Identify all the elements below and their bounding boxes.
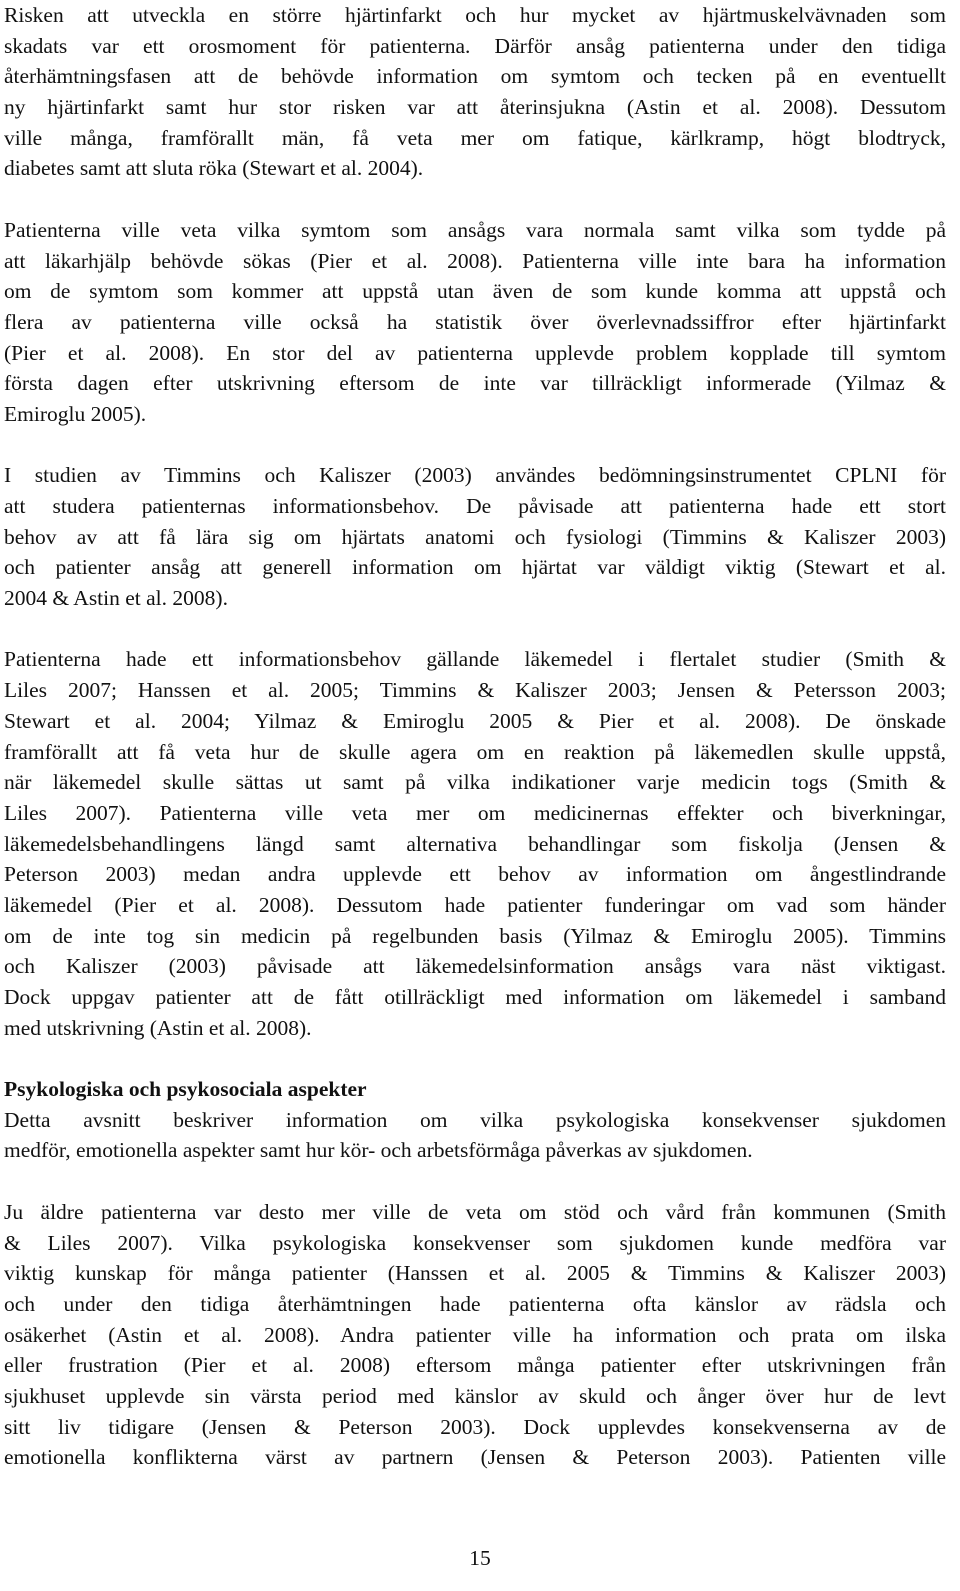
paragraph <box>4 460 946 613</box>
text-line: (Pier et al. 2008). En stor del av patienterna upplevde problem kopplade till symtom <box>4 340 946 365</box>
paragraph <box>4 215 946 430</box>
section-heading: Psykologiska och psykosociala aspekter <box>4 1077 367 1102</box>
text-line: att läkarhjälp behövde sökas (Pier et al. 2008). Patienterna ville inte bara ha information <box>4 248 946 273</box>
text-line: och patienter ansåg att generell information om hjärtat var väldigt viktig (Stewart et al. <box>4 555 946 580</box>
text-line: Patienterna ville veta vilka symtom som ansågs vara normala samt vilka som tydde på <box>4 217 946 242</box>
text-line: om de inte tog sin medicin på regelbunden basis (Yilmaz & Emiroglu 2005). Timmins <box>4 923 946 948</box>
text-line: Peterson 2003) medan andra upplevde ett behov av information om ångestlindrande <box>4 862 946 887</box>
text-line: I studien av Timmins och Kaliszer (2003) användes bedömningsinstrumentet CPLNI för <box>4 463 946 488</box>
page-number: 15 <box>469 1546 491 1570</box>
paragraph-gap <box>4 1043 946 1074</box>
paragraph <box>4 1105 946 1166</box>
text-line: Liles 2007). Patienterna ville veta mer om medicinernas effekter och biverkningar, <box>4 800 946 825</box>
text-line: med utskrivning (Astin et al. 2008). <box>4 1015 312 1040</box>
text-line: 2004 & Astin et al. 2008). <box>4 586 228 611</box>
text-line: viktig kunskap för många patienter (Hanssen et al. 2005 & Timmins & Kaliszer 2003) <box>4 1261 946 1286</box>
text-line: läkemedelsbehandlingens längd samt alternativa behandlingar som fiskolja (Jensen & <box>4 831 946 856</box>
text-line: ville många, framförallt män, få veta mer om fatique, kärlkramp, högt blodtryck, <box>4 125 946 150</box>
text-line: sitt liv tidigare (Jensen & Peterson 2003). Dock upplevdes konsekvenserna av de <box>4 1414 946 1439</box>
text-line: och under den tidiga återhämtningen hade patienterna ofta känslor av rädsla och <box>4 1291 946 1316</box>
text-line: ny hjärtinfarkt samt hur stor risken var att återinsjukna (Astin et al. 2008). Dessutom <box>4 95 946 120</box>
text-line: behov av att få lära sig om hjärtats anatomi och fysiologi (Timmins & Kaliszer 2003) <box>4 524 946 549</box>
text-line: diabetes samt att sluta röka (Stewart et al. 2004). <box>4 156 424 181</box>
text-line: om de symtom som kommer att uppstå utan även de som kunde komma att uppstå och <box>4 279 946 304</box>
text-line: flera av patienterna ville också ha statistik över överlevnadssiffror efter hjärtinfarkt <box>4 309 946 334</box>
document-page <box>4 0 946 1473</box>
text-line: Patienterna hade ett informationsbehov gällande läkemedel i flertalet studier (Smith & <box>4 647 946 672</box>
text-line: Ju äldre patienterna var desto mer ville de veta om stöd och vård från kommunen (Smith <box>4 1199 946 1224</box>
paragraph-gap <box>4 1166 946 1197</box>
text-line: Emiroglu 2005). <box>4 401 147 426</box>
text-line: när läkemedel skulle sättas ut samt på vilka indikationer varje medicin togs (Smith & <box>4 770 946 795</box>
paragraph <box>4 1197 946 1473</box>
text-line: Liles 2007; Hanssen et al. 2005; Timmins & Kaliszer 2003; Jensen & Petersson 2003; <box>4 678 946 703</box>
text-line: sjukhuset upplevde sin värsta period med känslor av skuld och ånger över hur de levt <box>4 1383 946 1408</box>
text-line: läkemedel (Pier et al. 2008). Dessutom hade patienter funderingar om vad som händer <box>4 892 946 917</box>
text-line: medför, emotionella aspekter samt hur kör- och arbetsförmåga påverkas av sjukdomen. <box>4 1138 753 1163</box>
text-line: och Kaliszer (2003) påvisade att läkemedelsinformation ansågs vara näst viktigast. <box>4 954 946 979</box>
paragraph <box>4 0 946 184</box>
text-line: framförallt att få veta hur de skulle agera om en reaktion på läkemedlen skulle uppstå, <box>4 739 946 764</box>
text-line: första dagen efter utskrivning eftersom de inte var tillräckligt informerade (Yilmaz & <box>4 371 946 396</box>
text-line: Dock uppgav patienter att de fått otillräckligt med information om läkemedel i samband <box>4 985 946 1009</box>
text-line: Risken att utveckla en större hjärtinfarkt och hur mycket av hjärtmuskelvävnaden som <box>4 3 946 27</box>
text-line: skadats var ett orosmoment för patienterna. Därför ansåg patienterna under den tidiga <box>4 33 946 58</box>
paragraph <box>4 644 946 1043</box>
text-line: emotionella konflikterna värst av partnern (Jensen & Peterson 2003). Patienten ville <box>4 1445 946 1470</box>
paragraph-gap <box>4 614 946 645</box>
text-line: & Liles 2007). Vilka psykologiska konsekvenser som sjukdomen kunde medföra var <box>4 1230 946 1255</box>
text-line: osäkerhet (Astin et al. 2008). Andra patienter ville ha information och prata om ilska <box>4 1322 946 1347</box>
paragraph-gap <box>4 430 946 461</box>
text-line: Detta avsnitt beskriver information om vilka psykologiska konsekvenser sjukdomen <box>4 1107 946 1132</box>
text-line: att studera patienternas informationsbehov. De påvisade att patienterna hade ett stort <box>4 494 946 518</box>
text-line: återhämtningsfasen att de behövde information om symtom och tecken på en eventuellt <box>4 64 946 89</box>
body-text <box>4 0 946 1473</box>
paragraph-gap <box>4 184 946 215</box>
text-line: Stewart et al. 2004; Yilmaz & Emiroglu 2005 & Pier et al. 2008). De önskade <box>4 708 946 733</box>
text-line: eller frustration (Pier et al. 2008) eftersom många patienter efter utskrivningen från <box>4 1353 946 1378</box>
